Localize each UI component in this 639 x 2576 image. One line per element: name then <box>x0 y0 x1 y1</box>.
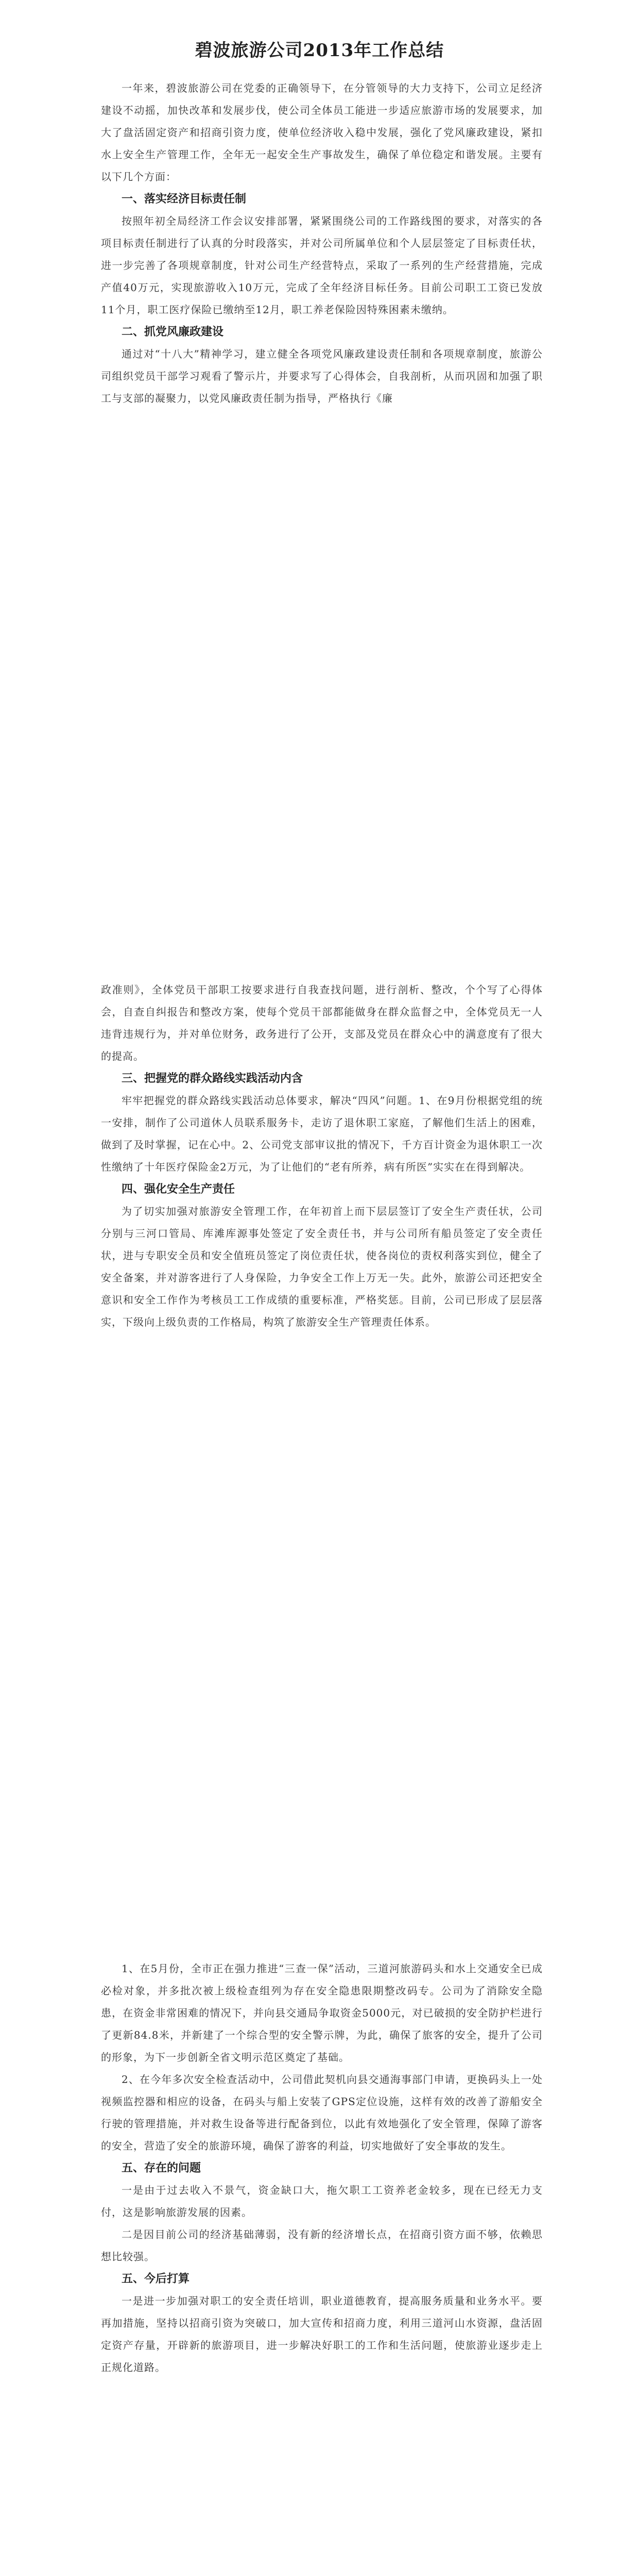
section-heading-3: 三、把握党的群众路线实践活动内含 <box>122 1072 303 1085</box>
section-paragraph: 为了切实加强对旅游安全管理工作，在年初首上而下层层签订了安全生产责任状，公司分别与三河口管局、库滩库源事处签定了安全责任书，并与公司所有船员签定了安全责任状，进与专职安全员和安全值班员签定了岗位责任状，使各岗位的责权利落实到位，健全了安全备案，并对游客进行了人身保险，力争安全工作上万无一失。此外，旅游公司还把安全意识和安全工作作为考核员工工作成绩的重要标准，严格奖惩。目前，公司已形成了层层落实，下级向上级负责的工作格局，构筑了旅游安全生产管理责任体系。 <box>101 1205 543 1328</box>
section-paragraph: 一是由于过去收入不景气，资金缺口大，拖欠职工工资养老金较多，现在已经无力支付，这是影响旅游发展的因素。 <box>101 2184 543 2218</box>
section-paragraph: 通过对“十八大”精神学习，建立健全各项党风廉政建设责任制和各项规章制度，旅游公司组织党员干部学习观看了警示片，并要求写了心得体会，自我剖析，从而巩固和加强了职工与支部的凝聚力，以党风廉政责任制为指导，严格执行《廉 <box>101 348 543 404</box>
section-paragraph-continued: 政准则》，全体党员干部职工按要求进行自我查找问题，进行剖析、整改，个个写了心得体会，自查自纠报告和整改方案，使每个党员干部都能做身在群众监督之中，全体党员无一人违背违规行为，并对单位财务，政务进行了公开，支部及党员在群众心中的满意度有了很大的提高。 <box>101 984 543 1062</box>
document-title: 碧波旅游公司2013年工作总结 <box>195 40 444 61</box>
section-heading-4: 四、强化安全生产责任 <box>122 1183 235 1196</box>
section-paragraph: 二是因目前公司的经济基础薄弱，没有新的经济增长点，在招商引资方面不够，依赖思想比较强。 <box>101 2228 543 2263</box>
content-block-3 <box>101 1958 543 2379</box>
section-heading-5: 五、存在的问题 <box>122 2162 201 2175</box>
intro-paragraph: 一年来，碧波旅游公司在党委的正确领导下，在分管领导的大力支持下，公司立足经济建设不动摇，加快改革和发展步伐，使公司全体员工能进一步适应旅游市场的发展要求，加大了盘活固定资产和招商引资力度，使单位经济收入稳中发展，强化了党风廉政建设，紧扣水上安全生产管理工作，全年无一起安全生产事故发生，确保了单位稳定和谐发展。主要有以下几个方面： <box>101 82 543 183</box>
numbered-paragraph-2: 2、在今年多次安全检查活动中，公司借此契机向县交通海事部门申请，更换码头上一处视频监控器和相应的设备，在码头与船上安装了GPS定位设施，这样有效的改善了游船安全行驶的管理措施，并对救生设备等进行配备到位，以此有效地强化了安全管理，保障了游客的安全，营造了安全的旅游环境，确保了游客的利益，切实地做好了安全事故的发生。 <box>101 2073 543 2152</box>
section-heading-2: 二、抓党风廉政建设 <box>122 326 224 338</box>
numbered-paragraph-1: 1、在5月份，全市正在强力推进“三查一保”活动，三道河旅游码头和水上交通安全已成必检对象，并多批次被上级检查组列为存在安全隐患限期整改码专。公司为了消除安全隐患，在资金非常困难的情况下，并向县交通局争取资金5000元，对已破损的安全防护栏进行了更新84.8米，并新建了一个综合型的安全警示牌，为此，确保了旅客的安全，提升了公司的形象，为下一步创新全省文明示范区奠定了基础。 <box>101 1962 543 2063</box>
content-block-1 <box>101 77 543 410</box>
section-heading-1: 一、落实经济目标责任制 <box>122 193 247 206</box>
section-paragraph: 按照年初全局经济工作会议安排部署，紧紧围绕公司的工作路线图的要求，对落实的各项目标责任制进行了认真的分时段落实，并对公司所属单位和个人层层签定了目标责任状，进一步完善了各项规章制度，针对公司生产经营特点，采取了一系列的生产经营措施，完成产值40万元，实现旅游收入10万元，完成了全年经济目标任务。目前公司职工工资已发放11个月，职工医疗保险已缴纳至12月，职工养老保险因特殊困素未缴纳。 <box>101 215 543 316</box>
section-paragraph: 一是进一步加强对职工的安全责任培训，职业道德教育，提高服务质量和业务水平。要再加措施，坚持以招商引资为突破口，加大宣传和招商力度，利用三道河山水资源，盘活固定资产存量，开辟新的旅游项目，进一步解决好职工的工作和生活问题，使旅游业逐步走上正规化道路。 <box>101 2295 543 2374</box>
section-paragraph: 牢牢把握党的群众路线实践活动总体要求，解决“四风”问题。1、在9月份根据党组的统一安排，制作了公司道休人员联系服务卡，走访了退休职工家庭，了解他们生活上的困难，做到了及时掌握，记在心中。2、公司党支部审议批的情况下，千方百计资金为退休职工一次性缴纳了十年医疗保险金2万元，为了让他们的“老有所养，病有所医”实实在在得到解决。 <box>101 1094 543 1173</box>
content-block-2 <box>101 979 543 1333</box>
section-heading-6: 五、今后打算 <box>122 2273 190 2285</box>
